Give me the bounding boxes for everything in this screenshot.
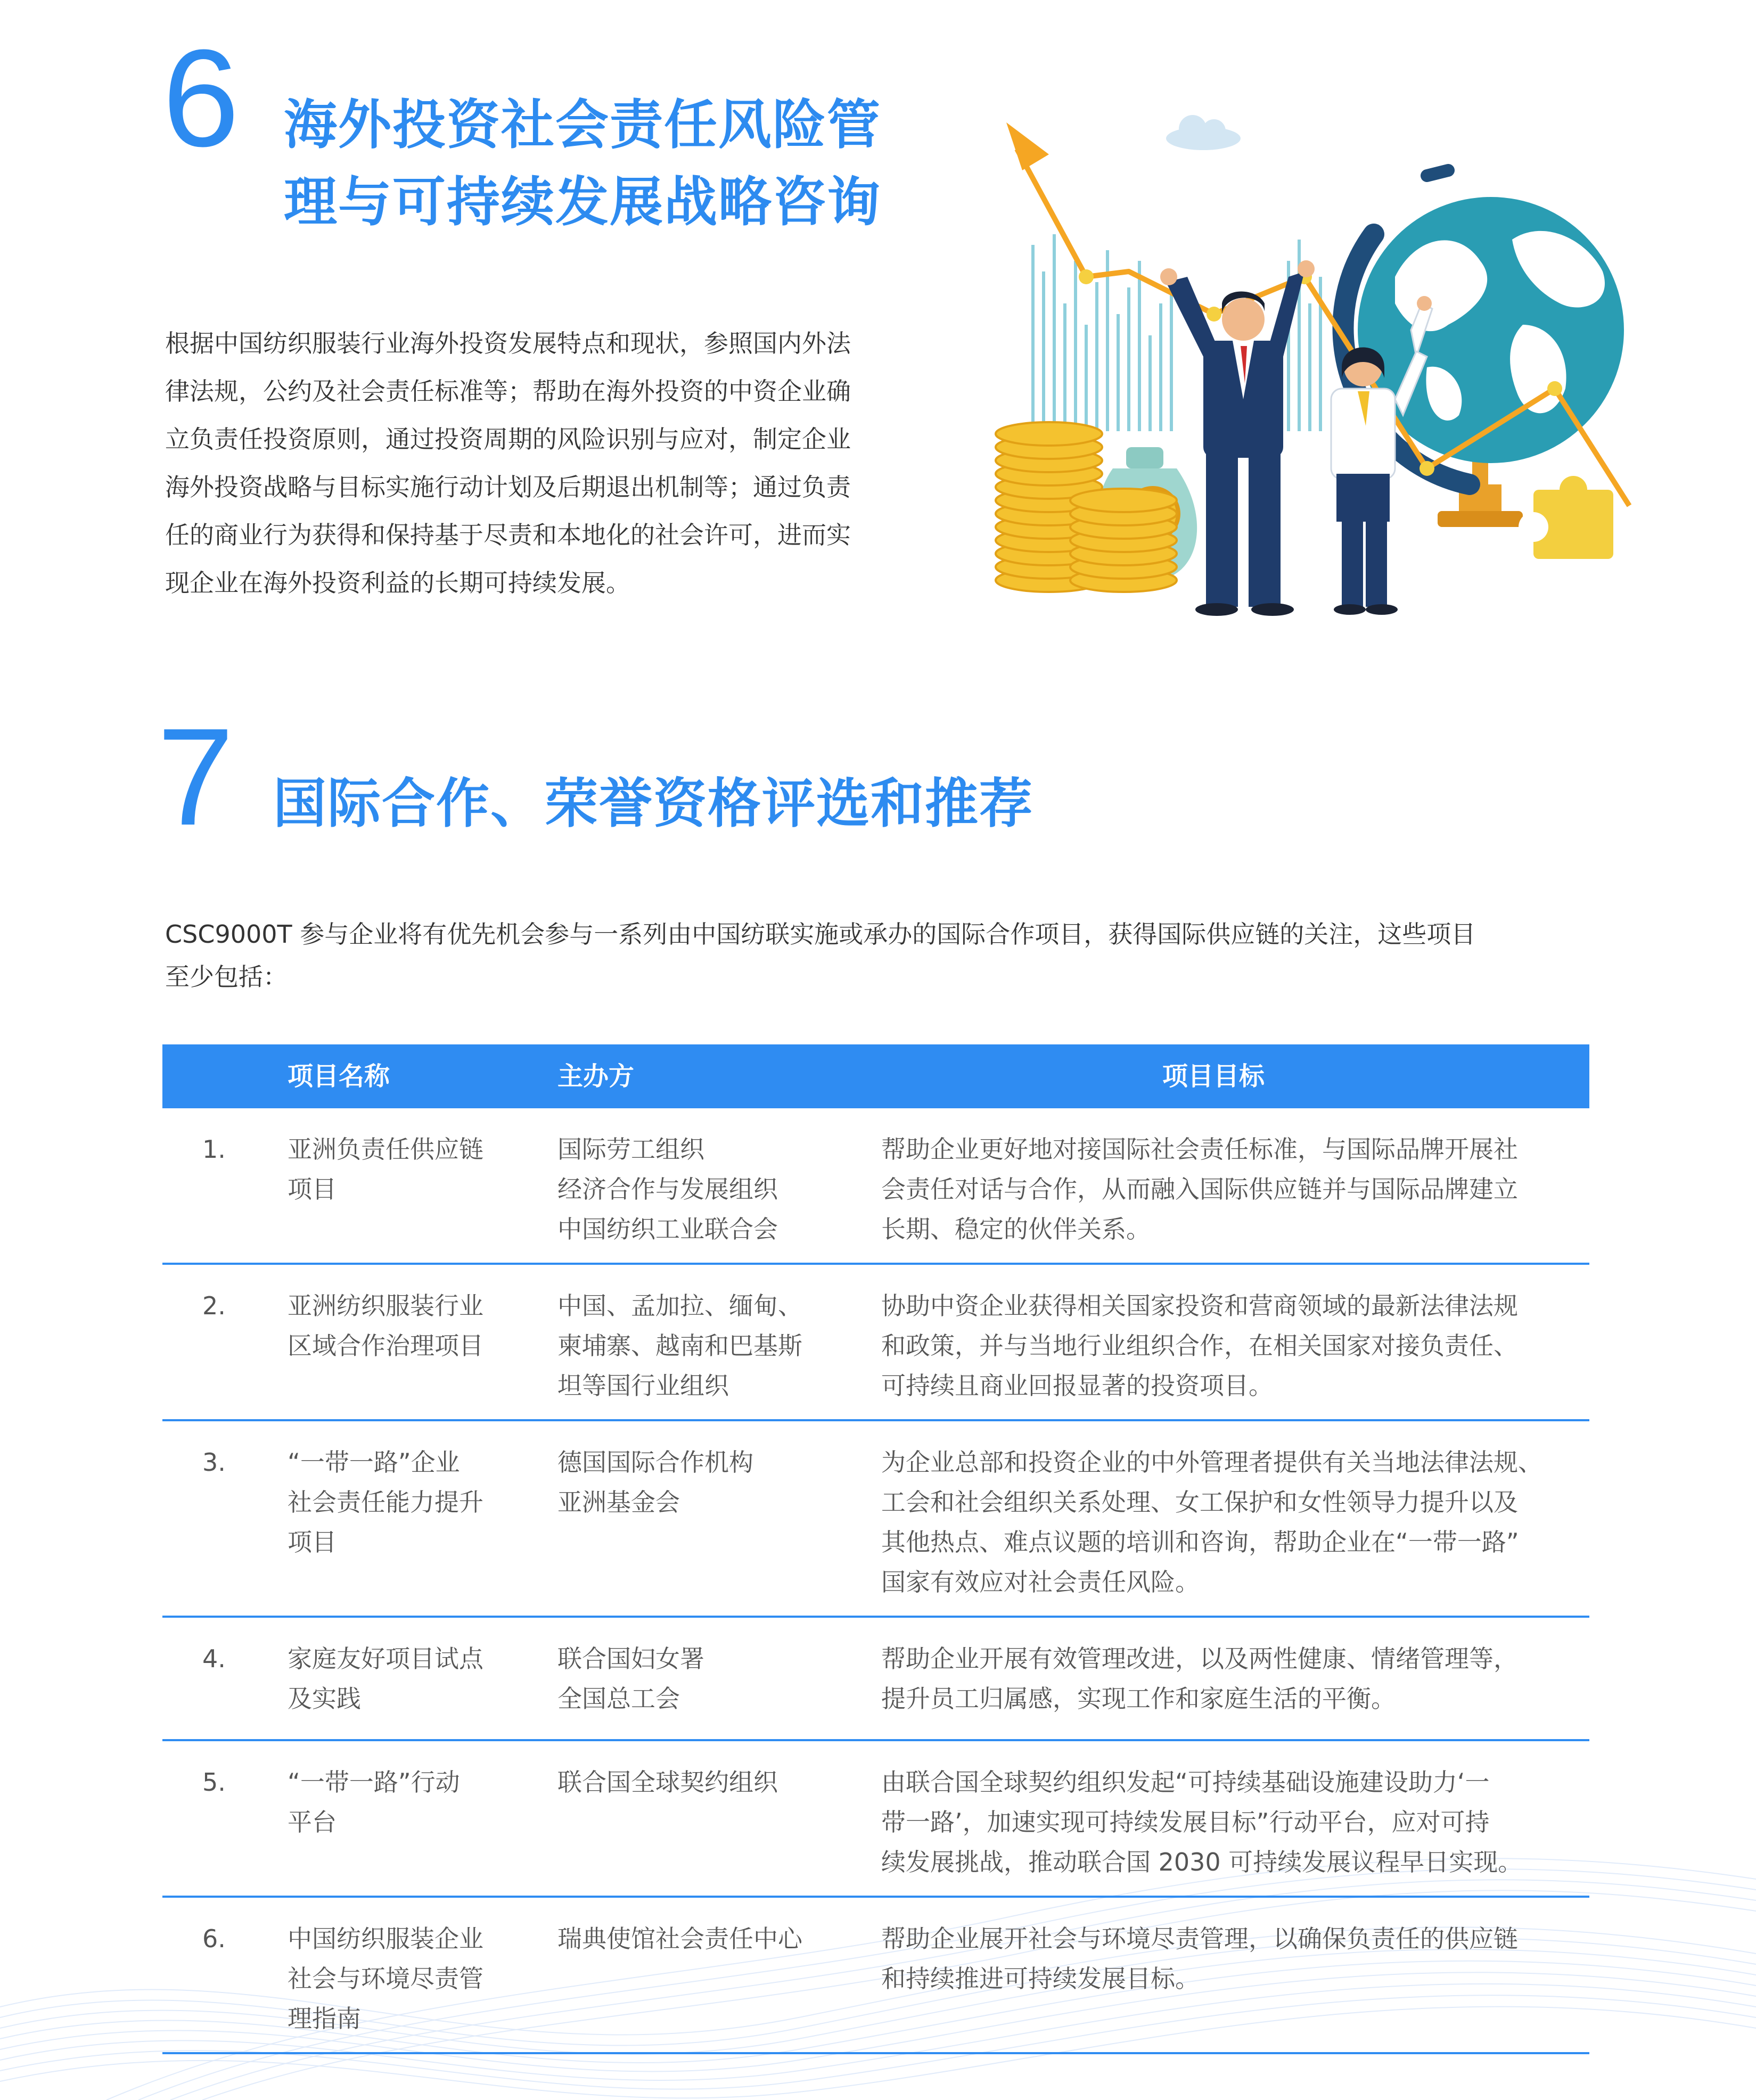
- row-number: 2.: [202, 1291, 226, 1320]
- project-name: 亚洲负责任供应链 项目: [288, 1135, 483, 1204]
- section-6-title-line1: 海外投资社会责任风险管: [284, 94, 881, 156]
- project-goal: 为企业总部和投资企业的中外管理者提供有关当地法律法规、 工会和社会组织关系处理、女工保护和女性领导力提升以及 其他热点、难点议题的培训和咨询，帮助企业在“一带一路” 国家有效应对社会责任风险。: [881, 1448, 1542, 1596]
- project-host: 瑞典使馆社会责任中心: [557, 1924, 802, 1953]
- row-number: 3.: [202, 1448, 226, 1477]
- paragraph-line: 海外投资战略与目标实施行动计划及后期退出机制等；通过负责: [165, 473, 851, 501]
- header-host: 主办方: [557, 1061, 635, 1091]
- project-goal: 由联合国全球契约组织发起“可持续基础设施建设助力‘一 带一路’，加速实现可持续发展目标”行动平台，应对可持 续发展挑战，推动联合国 2030 可持续发展议程早日实现。: [881, 1768, 1523, 1876]
- project-goal: 帮助企业展开社会与环境尽责管理，以确保负责任的供应链 和持续推进可持续发展目标。: [881, 1924, 1518, 1993]
- table-row: [162, 1265, 1589, 1421]
- paragraph-line: 律法规，公约及社会责任标准等；帮助在海外投资的中资企业确: [165, 377, 851, 406]
- project-host: 中国、孟加拉、缅甸、 柬埔寨、越南和巴基斯 坦等国行业组织: [557, 1291, 802, 1400]
- table-row: [162, 1421, 1589, 1618]
- row-number: 6.: [202, 1924, 226, 1953]
- investment-illustration: [990, 101, 1651, 633]
- table-row: [162, 1741, 1589, 1898]
- paragraph-line: 任的商业行为获得和保持基于尽责和本地化的社会许可，进而实: [165, 521, 851, 549]
- row-number: 5.: [202, 1768, 226, 1797]
- table-row: [162, 1898, 1589, 2054]
- intro-line: CSC9000T 参与企业将有优先机会参与一系列由中国纺联实施或承办的国际合作项目，获得国际供应链的关注，这些项目: [165, 920, 1476, 949]
- header-goal: 项目目标: [1162, 1061, 1265, 1091]
- table-row: [162, 1108, 1589, 1265]
- project-name: 家庭友好项目试点 及实践: [288, 1644, 483, 1713]
- project-goal: 帮助企业更好地对接国际社会责任标准，与国际品牌开展社 会责任对话与合作，从而融入国际供应链并与国际品牌建立 长期、稳定的伙伴关系。: [881, 1135, 1518, 1243]
- intro-line: 至少包括：: [165, 962, 288, 991]
- project-goal: 帮助企业开展有效管理改进，以及两性健康、情绪管理等， 提升员工归属感，实现工作和家庭生活的平衡。: [881, 1644, 1518, 1713]
- section-6-title-line2: 理与可持续发展战略咨询: [284, 171, 881, 233]
- project-goal: 协助中资企业获得相关国家投资和营商领域的最新法律法规 和政策，并与当地行业组织合作，在相关国家对接负责任、 可持续且商业回报显著的投资项目。: [881, 1291, 1518, 1400]
- project-name: “一带一路”企业 社会责任能力提升 项目: [288, 1448, 483, 1557]
- header-project-name: 项目名称: [288, 1061, 390, 1091]
- project-host: 德国国际合作机构 亚洲基金会: [557, 1448, 753, 1517]
- cooperation-projects-table: [162, 1044, 1589, 2054]
- cloud-icon: [1166, 115, 1241, 150]
- project-name: 中国纺织服装企业 社会与环境尽责管 理指南: [288, 1924, 483, 2033]
- section-7-number: 7: [157, 700, 234, 854]
- project-name: “一带一路”行动 平台: [288, 1768, 460, 1837]
- table-row: [162, 1618, 1589, 1741]
- project-host: 联合国全球契约组织: [557, 1768, 778, 1797]
- row-number: 4.: [202, 1644, 226, 1673]
- paragraph-line: 现企业在海外投资利益的长期可持续发展。: [165, 569, 630, 597]
- section-6-number: 6: [162, 21, 240, 176]
- paragraph-line: 立负责任投资原则，通过投资周期的风险识别与应对，制定企业: [165, 425, 851, 454]
- row-number: 1.: [202, 1135, 226, 1164]
- project-host: 国际劳工组织 经济合作与发展组织 中国纺织工业联合会: [557, 1135, 778, 1243]
- project-name: 亚洲纺织服装行业 区域合作治理项目: [288, 1291, 483, 1360]
- table-header: [162, 1044, 1589, 1108]
- project-host: 联合国妇女署 全国总工会: [557, 1644, 704, 1713]
- section-7-intro: [165, 913, 1603, 998]
- section-7-title: 国际合作、荣誉资格评选和推荐: [273, 772, 1033, 835]
- puzzle-piece-icon: [1519, 476, 1613, 559]
- paragraph-line: 根据中国纺织服装行业海外投资发展特点和现状，参照国内外法: [165, 329, 851, 358]
- section-6-paragraph: [165, 319, 937, 607]
